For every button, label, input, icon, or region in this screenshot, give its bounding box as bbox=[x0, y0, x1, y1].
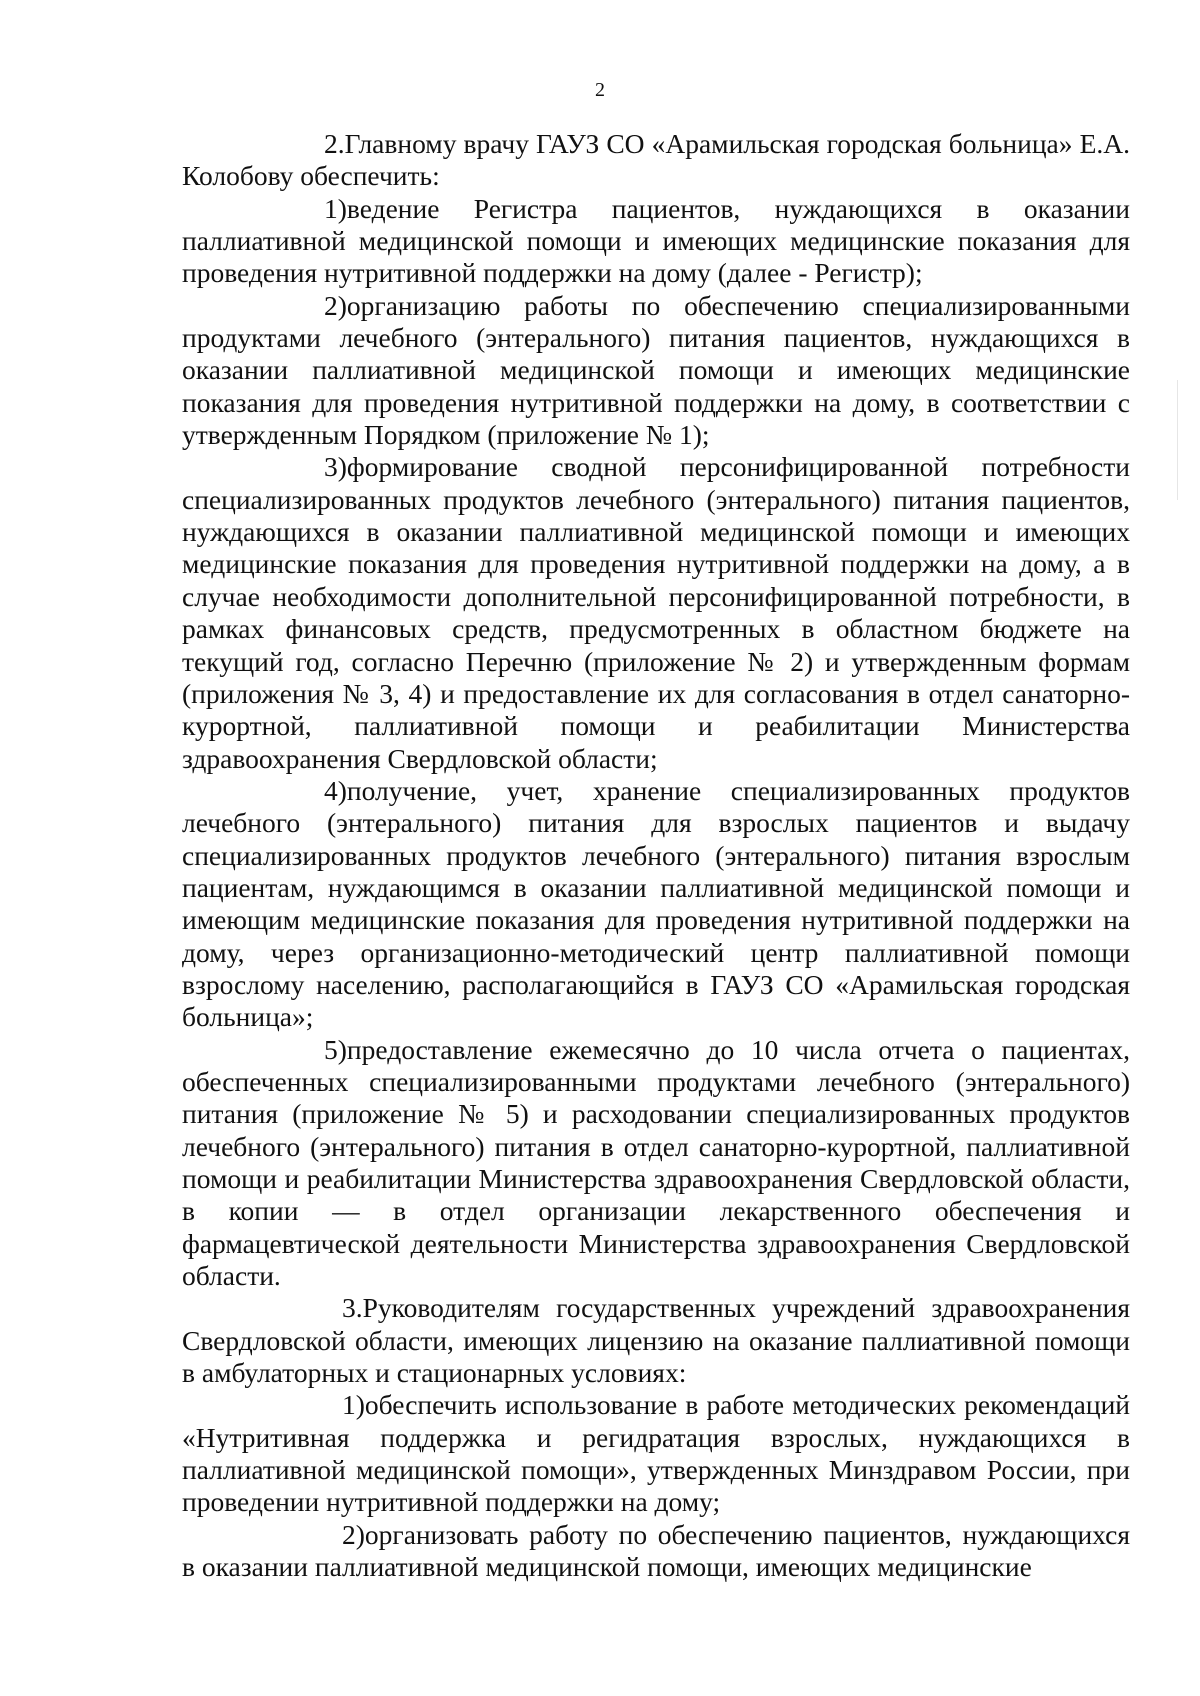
paragraph-2 bbox=[182, 128, 1130, 193]
paragraph-number: 5) bbox=[324, 1033, 347, 1065]
paragraph-text: формирование сводной персонифицированной потребности специализированных продуктов лечебного (энтерального) питания пациентов, нуждающихся в оказании паллиативной медицинской помощи и имеющих медицинские показания для проведения нутритивной поддержки на дому, а в случае необходимости дополнительной персонифицированной потребности, в рамках финансовых средств, предусмотренных в областном бюджете на текущий год, согласно Перечню (приложение № 2) и утвержденным формам (приложения № 3, 4) и предоставление их для согласования в отдел санаторно-курортной, паллиативной помощи и реабилитации Министерства здравоохранения Свердловской области; bbox=[182, 451, 1130, 774]
paragraph-number: 2) bbox=[342, 1518, 365, 1550]
paragraph-number: 3) bbox=[324, 451, 347, 483]
paragraph-text: Главному врачу ГАУЗ СО «Арамильская городская больница» Е.А. Колобову обеспечить: bbox=[182, 128, 1130, 192]
paragraph-number: 2. bbox=[324, 128, 345, 159]
paragraph-number: 2) bbox=[324, 289, 347, 321]
paragraph-3 bbox=[182, 1292, 1130, 1389]
paragraph-text: организацию работы по обеспечению специализированными продуктами лечебного (энтерального) питания пациентов, нуждающихся в оказании паллиативной медицинской помощи и имеющих медицинские показания для проведения нутритивной поддержки на дому, в соответствии с утвержденным Порядком (приложение № 1); bbox=[182, 289, 1130, 451]
paragraph-text: предоставление ежемесячно до 10 числа отчета о пациентах, обеспеченных специализированными продуктами лечебного (энтерального) питания (приложение № 5) и расходовании специализированных продуктов лечебного (энтерального) питания в отдел санаторно-курортной, паллиативной помощи и реабилитации Министерства здравоохранения Свердловской области, в копии — в отдел организации лекарственного обеспечения и фармацевтической деятельности Министерства здравоохранения Свердловской области. bbox=[182, 1033, 1130, 1292]
paragraph-text: получение, учет, хранение специализированных продуктов лечебного (энтерального) питания для взрослых пациентов и выдачу специализированных продуктов лечебного (энтерального) питания взрослым пациентам, нуждающимся в оказании паллиативной медицинской помощи и имеющим медицинские показания для проведения нутритивной поддержки на дому, через организационно-методический центр паллиативной помощи взрослому населению, располагающийся в ГАУЗ СО «Арамильская городская больница»; bbox=[182, 774, 1130, 1033]
paragraph-text: организовать работу по обеспечению пациентов, нуждающихся в оказании паллиативной медицинской помощи, имеющих медицинские bbox=[182, 1518, 1130, 1583]
subparagraph-2-1 bbox=[182, 193, 1130, 290]
subparagraph-3-1 bbox=[182, 1389, 1130, 1518]
subparagraph-3-2 bbox=[182, 1519, 1130, 1584]
scan-edge-mark bbox=[1177, 380, 1178, 500]
subparagraph-2-5 bbox=[182, 1034, 1130, 1293]
paragraph-number: 1) bbox=[324, 192, 347, 224]
paragraph-number: 1) bbox=[342, 1389, 365, 1421]
subparagraph-2-3 bbox=[182, 451, 1130, 774]
paragraph-text: Руководителям государственных учреждений здравоохранения Свердловской области, имеющих лицензию на оказание паллиативной помощи в амбулаторных и стационарных условиях: bbox=[182, 1292, 1130, 1389]
subparagraph-2-4 bbox=[182, 775, 1130, 1034]
paragraph-text: обеспечить использование в работе методических рекомендаций «Нутритивная поддержка и регидратация взрослых, нуждающихся в паллиативной медицинской помощи», утвержденных Минздравом России, при проведении нутритивной поддержки на дому; bbox=[182, 1389, 1130, 1518]
paragraph-number: 3. bbox=[342, 1292, 363, 1324]
document-body bbox=[182, 128, 1130, 1583]
paragraph-number: 4) bbox=[324, 774, 347, 806]
subparagraph-2-2 bbox=[182, 290, 1130, 452]
page-number: 2 bbox=[595, 79, 605, 101]
paragraph-text: ведение Регистра пациентов, нуждающихся в оказании паллиативной медицинской помощи и имеющих медицинские показания для проведения нутритивной поддержки на дому (далее - Регистр); bbox=[182, 192, 1130, 289]
